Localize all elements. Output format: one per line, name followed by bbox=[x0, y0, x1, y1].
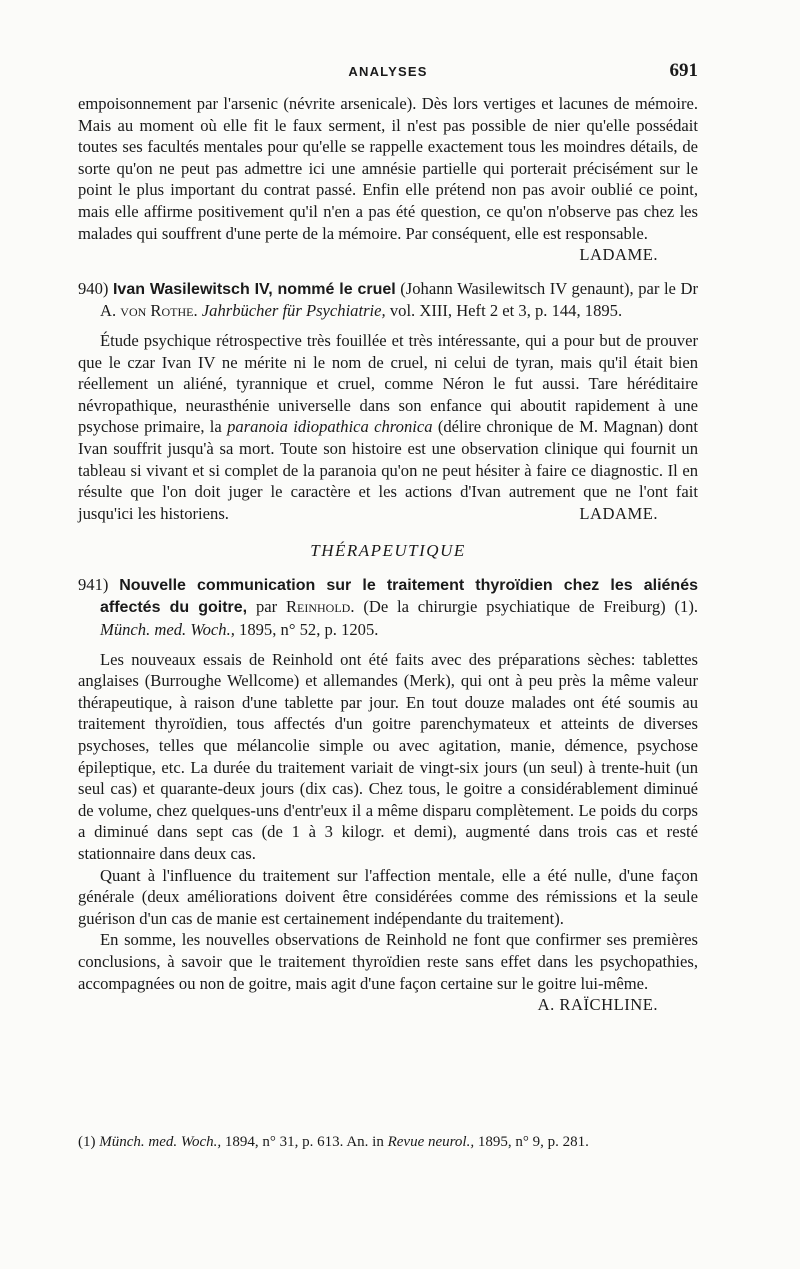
entry-941-ref-b: (De la chirurgie psychiatique de Freiburg) (1). bbox=[363, 597, 698, 617]
footnote bbox=[78, 1132, 698, 1152]
signature-ladame-1: LADAME. bbox=[579, 245, 658, 265]
footnote-journal-a: Münch. med. Woch., bbox=[99, 1134, 222, 1150]
page-header bbox=[78, 60, 698, 84]
entry-940-title: Ivan Wasilewitsch IV, nommé le cruel bbox=[112, 280, 396, 298]
entry-941-heading bbox=[78, 574, 698, 641]
entry-940-journal: Jahrbücher für Psychiatrie, bbox=[201, 301, 386, 321]
running-title: ANALYSES bbox=[348, 64, 428, 79]
continuation-paragraph bbox=[78, 93, 698, 266]
entry-940-author: A. von Rothe. bbox=[100, 301, 198, 321]
entry-941-ref-c: 1895, n° 52, p. 1205. bbox=[239, 620, 379, 640]
continuation-text: empoisonnement par l'arsenic (névrite arsenicale). Dès lors vertiges et lacunes de mémoire. Mais au moment où elle fit le faux serment, il n'est pas possible de nier qu'elle possédait toutes ses facultés mentales pour qu'elle se rappelle exactement tous les moindres détails, de sorte qu'on ne peut pas admettre ici une amnésie partielle qui porterait précisément sur le point le plus important du contrat passé. Enfin elle prétend non pas avoir oublié ce point, mais elle affirme positivement qu'il n'en a pas été question, ce qu'on n'observe pas chez les malades qui souffrent d'une perte de la mémoire. Par conséquent, elle est responsable. bbox=[78, 94, 698, 243]
entry-941-number: 941) bbox=[78, 574, 109, 594]
footnote-text-a: 1894, n° 31, p. 613. An. in bbox=[224, 1134, 384, 1150]
entry-940-ref-a: (Johann Wasilewitsch IV genaunt), par le bbox=[400, 278, 676, 298]
entry-941-para-3-text: En somme, les nouvelles observations de Reinhold ne font que confirmer ses premières conclusions, à savoir que le traitement thyroïdien reste sans effet dans les psychopathies, accompagnées ou non de goitre, mais agit d'une façon certaine sur le goitre lui-même. bbox=[78, 930, 698, 993]
entry-941-title: Nouvelle communication sur le traitement thyroïdien chez les aliénés affectés du goitre, bbox=[100, 576, 698, 617]
entry-940-paragraph bbox=[78, 330, 698, 524]
footnote-text-b: 1895, n° 9, p. 281. bbox=[477, 1134, 589, 1150]
entry-940-number: 940) bbox=[78, 278, 109, 298]
entry-941-ref-a: par bbox=[255, 597, 278, 617]
signature-ladame-2: LADAME. bbox=[579, 503, 658, 523]
entry-940-para-italic: paranoia idiopathica chronica bbox=[227, 417, 433, 437]
signature-raichline-text: A. RAÏCHLINE. bbox=[537, 995, 658, 1015]
entry-940-ref-b: vol. XIII, Heft 2 et 3, p. 144, 1895. bbox=[389, 301, 623, 321]
entry-940-para-end: (délire chronique de M. Magnan) dont Ivan souffrit jusqu'à sa mort. Toute son histoire est une observation clinique qui fournit un tableau si vivant et si complet de la paranoia qu'on ne peut hésiter à faire ce diagnostic. Il en résulte que l'on doit juger le caractère et les actions d'Ivan autrement que ne l'ont fait jusqu'ici les historiens. bbox=[78, 417, 698, 523]
entry-941-paragraph-3 bbox=[78, 929, 698, 1015]
entry-940-para-start: Étude psychique rétrospective très fouillée et très intéressante, qui a pour but de prouver que le czar Ivan IV ne mérite ni le nom de cruel, ni celui de tyran, mais qu'il était bien réellement un aliéné, tyrannique et cruel, comme Néron le fut aussi. Tare héréditaire névropathique, neurasthénie universelle dans son enfance qui aboutit rapidement à une psychose primaire, la bbox=[78, 330, 698, 437]
entry-941-paragraph-2: Quant à l'influence du traitement sur l'affection mentale, elle a été nulle, d'une façon générale (deux améliorations doivent être considérées comme des rémissions et la seule guérison d'un cas de manie est certainement indépendante du traitement). bbox=[78, 865, 698, 928]
entry-941-author: Reinhold. bbox=[285, 597, 355, 617]
entry-940-author-prefix: Dr bbox=[680, 278, 699, 298]
main-text bbox=[78, 93, 698, 1016]
signature-raichline bbox=[516, 994, 658, 1016]
section-heading: THÉRAPEUTIQUE bbox=[310, 541, 466, 561]
footnote-journal-b: Revue neurol., bbox=[387, 1134, 475, 1150]
footnote-mark: (1) bbox=[78, 1134, 96, 1150]
entry-941-paragraph-1: Les nouveaux essais de Reinhold ont été faits avec des préparations sèches: tablettes anglaises (Burroughe Wellcome) et allemandes (Merk), qui ont à peu près la même valeur thérapeutique, à raison d'une tablette par jour. En tout douze malades ont été soumis au traitement thyroïdien, tous affectés d'un goitre parenchymateux et atteints de diverses psychoses, telles que mélancolie simple ou avec agitation, manie, démence, psychose épileptique, etc. La durée du traitement variait de vingt-six jours (un seul) à trente-huit (un seul cas) et quarante-deux jours (dix cas). Chez tous, le goitre a considérablement diminué de volume, chez quelques-uns d'entr'eux il a même disparu complètement. Le poids du corps a diminué dans sept cas (de 1 à 3 kilogr. et demi), augmenté dans trois cas et resté stationnaire dans deux cas. bbox=[78, 649, 698, 863]
entry-941-journal: Münch. med. Woch., bbox=[100, 620, 235, 640]
entry-940-heading bbox=[78, 278, 698, 322]
page-number: 691 bbox=[669, 60, 698, 81]
